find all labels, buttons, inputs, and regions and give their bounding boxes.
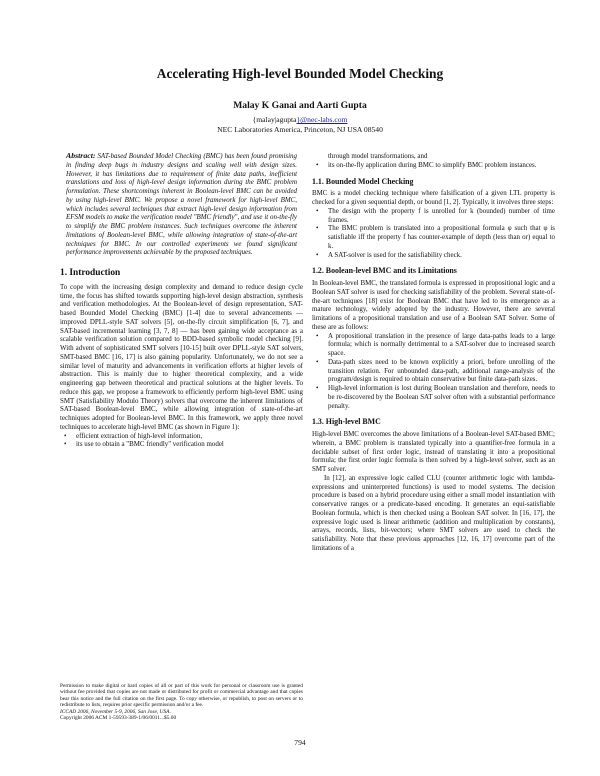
footnote-permission: Permission to make digital or hard copies of all or part of this work for personal or classroom use is granted without fee provided that copies are not made or distributed for profit or commercial advantage and that copies bear this notice and the full citation on the first page. To copy otherwise, or republish, to post on servers or to redistribute to lists, requires prior specific permission and/or a fee. [60, 683, 303, 709]
list-item: • High-level information is lost during Boolean translation and therefore, needs to be re-discovered by the Boolean SAT solver often with a substantial performance penalty. [328, 384, 555, 410]
section-1-3-heading: 1.3. High-level BMC [312, 417, 381, 427]
list-item: • A SAT-solver is used for the satisfiability check. [328, 251, 555, 260]
footnote-conference: ICCAD 2006, November 5-9, 2006, San Jose, USA. [60, 708, 171, 715]
page-number: 794 [294, 738, 306, 747]
abstract [66, 152, 297, 257]
section-1-paragraph: To cope with the increasing design complexity and demand to reduce design cycle time, the focus has shifted towards supporting high-level design abstraction, synthesis and verification methodologies. At the Boolean-level of design representation, SAT-based Bounded Model Checking (BMC) [1-4] due to several advancements — improved DPLL-style SAT solvers [5], on-the-fly circuit simplification [6, 7], and SAT-based incremental learning [3, 7, 8] — has been gaining wide acceptance as a scalable verification solution compared to BDD-based symbolic model checking [9]. With advent of sophisticated SMT solvers [10-15] built over DPLL-style SAT solvers, SMT-based BMC [16, 17] is also gaining popularity. Unfortunately, we do not see a similar level of maturity and advancements in verification efforts at higher levels of abstraction. This is mainly due to higher theoretical complexity, and a wide engineering gap between theoretical and practical solutions at the higher levels. To reduce this gap, we propose a framework to efficiently perform high-level BMC using SMT (Satisfiability Modulo Theory) solvers that overcome the inherent limitations of SAT-based Boolean-level BMC, while allowing integration of state-of-the-art techniques adopted for Boolean-level BMC. In this framework, we apply three novel techniques to accelerate high-level BMC (as shown in Figure 1): [60, 282, 303, 431]
section-1-1-paragraph: BMC is a model checking technique where falsification of a given LTL property is checked for a given sequential depth, or bound [1, 2]. Typically, it involves three steps: [312, 189, 555, 206]
list-item: • its use to obtain a "BMC friendly" verification model [76, 440, 303, 449]
list-item: • The BMC problem is translated into a propositional formula φ such that φ is satisfiable iff the property f has counter-example of depth (less than or) equal to k. [328, 224, 555, 250]
author-emails [0, 115, 600, 124]
list-item: • Data-path sizes need to be known explicitly a priori, before unrolling of the transition relation. For unbounded data-path, additional range-analysis of the program/design is required to obtain conservative but finite data-path sizes. [328, 358, 555, 384]
section-1-2-bullet-list [312, 332, 555, 411]
section-1-3-paragraph-1: High-level BMC overcomes the above limitations of a Boolean-level SAT-based BMC; wherein, a BMC problem is translated typically into a quantifier-free formula in a decidable subset of first order logic, instead of translating it into a propositional formula; the first order logic formula is then solved by a high-level solver, such as an SMT solver. [312, 430, 555, 473]
section-1-1-bullet-list [312, 207, 555, 260]
list-item: • The design with the property f is unrolled for k (bounded) number of time frames. [328, 207, 555, 225]
left-column [60, 152, 303, 449]
list-item: • its on-the-fly application during BMC to simplify BMC problem instances. [328, 161, 555, 170]
list-item: • efficient extraction of high-level information, [76, 432, 303, 441]
email-link[interactable]: }@nec-labs.com [296, 115, 348, 124]
affiliation: NEC Laboratories America, Princeton, NJ USA 08540 [217, 125, 383, 134]
footnote-copyright: Copyright 2006 ACM 1-59593-389-1/06/0011...$5.00 [60, 715, 177, 722]
copyright-footnote [60, 683, 303, 721]
email-prefix: {malay|agupta [252, 115, 297, 124]
list-item: • A propositional translation in the presence of large data-paths leads to a large formula; which is normally detrimental to a SAT-solver due to increased search space. [328, 332, 555, 358]
continued-bullet-list [312, 152, 555, 170]
section-1-2-paragraph: In Boolean-level BMC, the translated formula is expressed in propositional logic and a Boolean SAT solver is used for checking satisfiability of the problem. Several state-of-the-art techniques [18] exist for Boolean BMC that have led to its emergence as a mature technology, widely adopted by the industry. However, there are several limitations of a propositional translation and use of a Boolean SAT Solver. Some of these are as follows: [312, 279, 555, 331]
abstract-lead: Abstract: [66, 151, 96, 160]
abstract-text: SAT-based Bounded Model Checking (BMC) has been found promising in finding deep bugs in industry designs and scaling well with design sizes. However, it has limitations due to requirement of finite data paths, inefficient translations and loss of high-level design information during the BMC problem formulation. These shortcomings inherent in Boolean-level BMC can be avoided by using high-level BMC. We propose a novel framework for high-level BMC, which includes several techniques that extract high-level design information from EFSM models to make the verification model "BMC friendly", and use it on-the-fly to simplify the BMC problem instances. Such techniques overcome the inherent limitations of Boolean-level BMC, while allowing integration of state-of-the-art techniques for BMC. In our controlled experiments we found significant performance improvements achievable by the proposed techniques. [66, 152, 297, 257]
right-column [312, 152, 555, 553]
section-1-1-heading: 1.1. Bounded Model Checking [312, 176, 414, 186]
section-1-heading: 1. Introduction [60, 268, 121, 278]
section-1-2-heading: 1.2. Boolean-level BMC and its Limitations [312, 266, 457, 276]
list-item-continued: through model transformations, and [328, 152, 428, 160]
section-1-bullet-list [60, 432, 303, 450]
author-names: Malay K Ganai and Aarti Gupta [233, 100, 367, 111]
paper-title: Accelerating High-level Bounded Model Checking [156, 66, 444, 81]
section-1-3-paragraph-2: In [12], an expressive logic called CLU (counter arithmetic logic with lambda-expressions and uninterpreted functions) is used to model systems. The decision procedure is based on a hybrid procedure using either a small model instantiation with conservative ranges or a predicate-based encoding. It generates an equi-satisfiable Boolean formula, which is then checked using a Boolean SAT solver. In [16, 17], the expressive logic used is linear arithmetic (addition and multiplication by constants), arrays, records, lists, bit-vectors; where SMT solvers are used to check the satisfiability. Note that these previous approaches [12, 16, 17] overcome part of the limitations of a [312, 473, 555, 552]
